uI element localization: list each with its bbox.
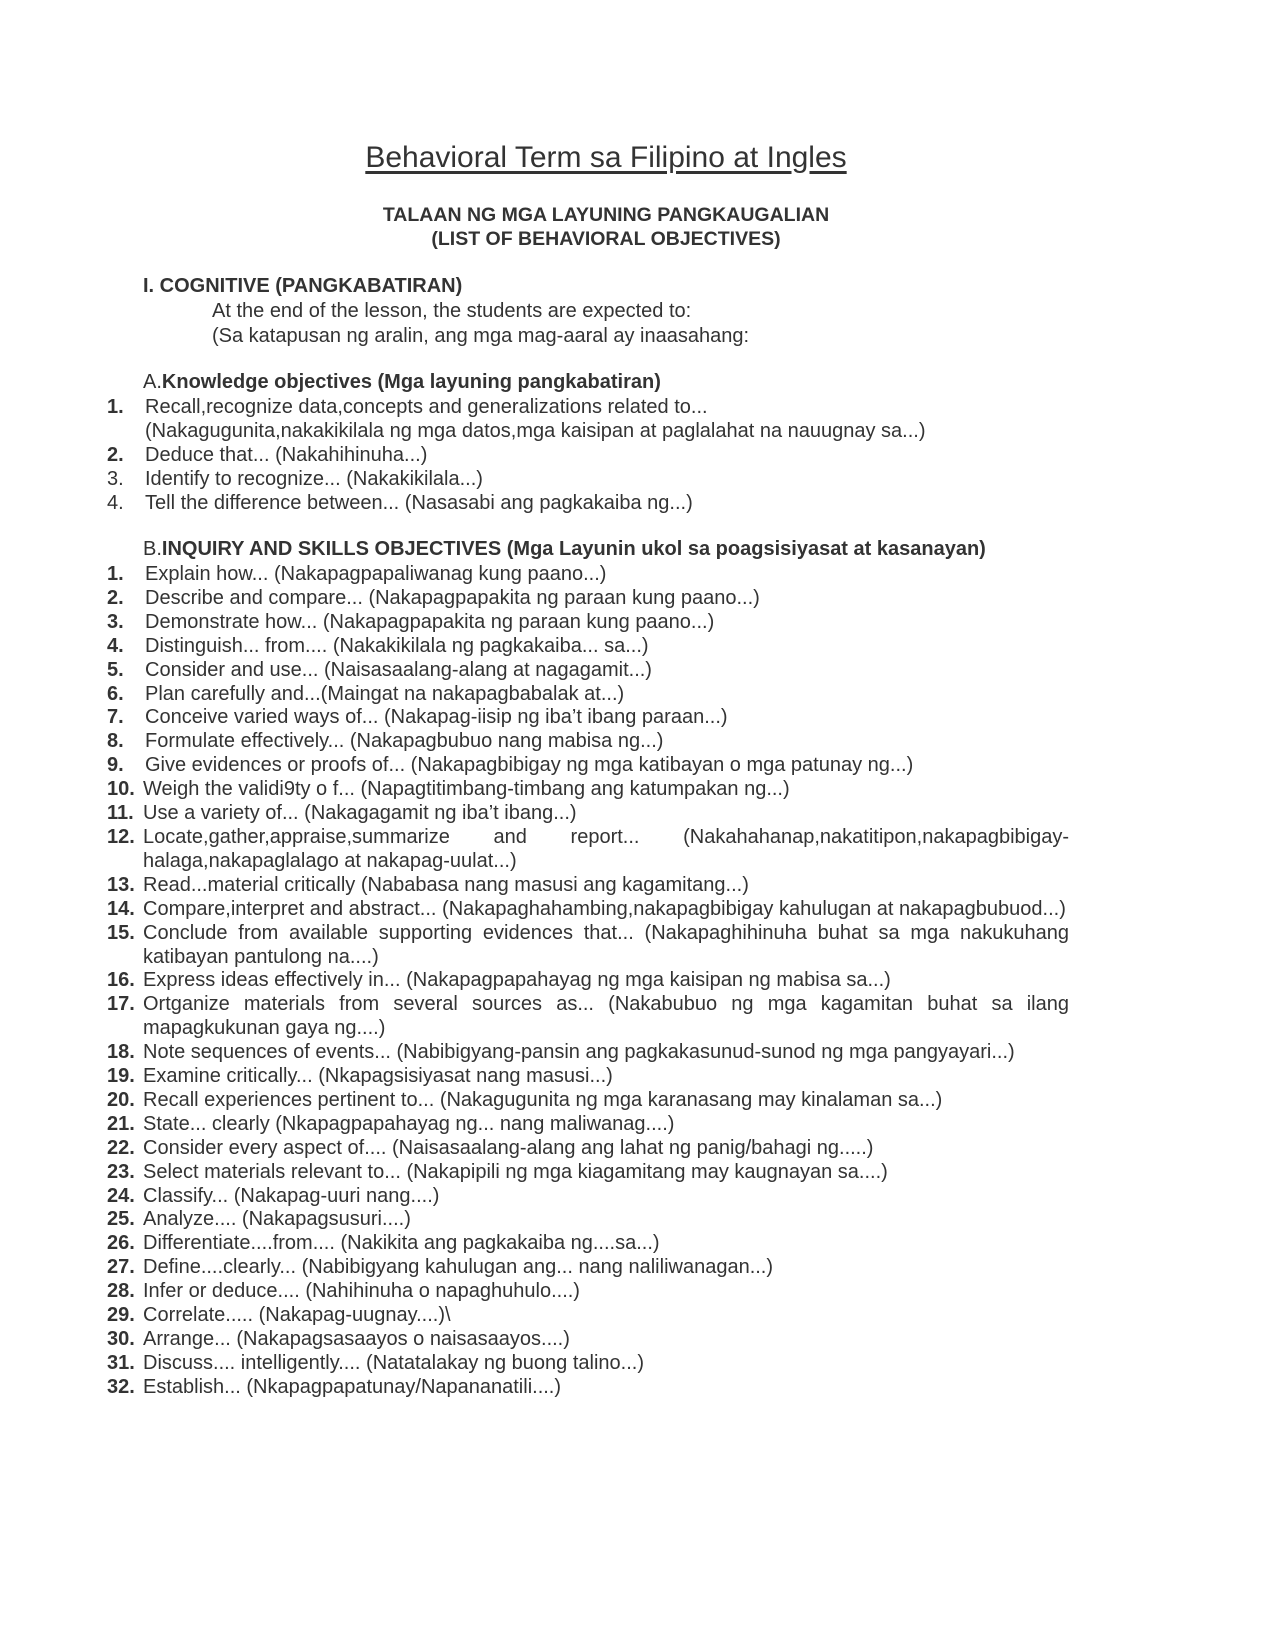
item-text: Consider and use... (Naisasaalang-alang at nagagamit...) [145,658,652,681]
subsection-heading-knowledge [143,371,661,394]
item-number: 5. [107,658,124,681]
list-item [107,898,1069,922]
item-text: State... clearly (Nkapagpapahayag ng... nang maliwanag....) [143,1112,675,1135]
list-item [107,1041,1069,1065]
subtitle [0,203,1212,251]
list-item [107,563,1069,587]
item-text: Express ideas effectively in... (Nakapagpapahayag ng mga kaisipan ng mabisa sa...) [143,969,891,992]
item-number: 15. [107,921,135,944]
item-text: Plan carefully and...(Maingat na nakapagbabalak at...) [145,682,625,705]
item-number: 30. [107,1328,135,1350]
item-text: Demonstrate how... (Nakapagpapakita ng paraan kung paano...) [145,610,715,633]
list-item [107,1256,1069,1280]
item-text: Examine critically... (Nkapagsisiyasat nang masusi...) [143,1065,613,1088]
item-number: 2. [107,586,124,609]
item-text: Conclude from available supporting evidences that... (Nakapaghihinuha buhat sa mga nakukuhang katibayan pantulong na....) [143,921,1069,968]
list-item [107,659,1069,683]
item-text: Select materials relevant to... (Nakapipili ng mga kiagamitang may kaugnayan sa....) [143,1160,888,1183]
item-text: Weigh the validi9ty o f... (Napagtitimbang-timbang ang katumpakan ng...) [143,778,790,801]
item-text: Establish... (Nkapagpapatunay/Napananatili....) [143,1375,562,1398]
item-number: 4. [107,491,124,514]
item-text: Locate,gather,appraise,summarize and report... (Nakahahanap,nakatitipon,nakapagbibigay-halaga,nakapaglalago at nakapag-uulat...) [143,825,1069,872]
list-item [107,396,1069,444]
item-text: Identify to recognize... (Nakakikilala...) [145,467,483,490]
item-text: Recall experiences pertinent to... (Nakagugunita ng mga karanasang may kinalaman sa...) [143,1088,943,1111]
list-item [107,468,1069,492]
list-item [107,754,1069,778]
item-text: Arrange... (Nakapagsasaayos o naisasaayos....) [143,1328,570,1350]
item-number: 13. [107,873,135,896]
list-item [107,587,1069,611]
list-item [107,1328,1069,1352]
list-item [107,1232,1069,1256]
item-number: 2. [107,443,124,466]
item-number: 26. [107,1232,135,1255]
item-text: Conceive varied ways of... (Nakapag-iisip ng iba’t ibang paraan...) [145,706,728,729]
list-item [107,635,1069,659]
item-number: 31. [107,1351,135,1374]
list-item [107,683,1069,707]
item-number: 32. [107,1375,135,1398]
list-item [107,1113,1069,1137]
list-item [107,706,1069,730]
item-text: Tell the difference between... (Nasasabi ang pagkakaiba ng...) [145,491,693,514]
list-item [107,1089,1069,1113]
item-number: 23. [107,1160,135,1183]
item-number: 29. [107,1304,135,1327]
item-number: 28. [107,1280,135,1303]
item-text: Define....clearly... (Nabibigyang kahulugan ang... nang naliliwanagan...) [143,1256,774,1279]
list-item [107,922,1069,970]
list-item [107,1137,1069,1161]
item-number: 25. [107,1208,135,1231]
subtitle-line-2: (LIST OF BEHAVIORAL OBJECTIVES) [431,228,781,250]
item-text: Read...material critically (Nababasa nang masusi ang kagamitang...) [143,873,749,896]
item-number: 24. [107,1184,135,1207]
item-text: Note sequences of events... (Nabibigyang-pansin ang pagkakasunud-sunod ng mga pangyayari...) [143,1041,1015,1064]
item-text: Give evidences or proofs of... (Nakapagbibigay ng mga katibayan o mga patunay ng...) [145,754,914,777]
list-item [107,993,1069,1041]
item-number: 6. [107,682,124,705]
subsection-prefix: A. [143,371,162,393]
subsection-title: INQUIRY AND SKILLS OBJECTIVES (Mga Layunin ukol sa poagsisiyasat at kasanayan) [161,538,986,560]
list-item [107,1304,1069,1328]
intro-english: At the end of the lesson, the students are expected to: [212,300,692,322]
item-number: 18. [107,1041,135,1064]
intro-filipino: (Sa katapusan ng aralin, ang mga mag-aaral ay inaasahang: [212,324,750,347]
list-item [107,778,1069,802]
knowledge-objectives-list [107,396,1069,516]
item-text: Correlate..... (Nakapag-uugnay....)\ [143,1304,451,1327]
item-text: Use a variety of... (Nakagagamit ng iba’t ibang...) [143,802,577,825]
list-item [107,1161,1069,1185]
item-text: Differentiate....from.... (Nakikita ang pagkakaiba ng....sa...) [143,1232,660,1255]
item-number: 27. [107,1256,135,1279]
item-number: 19. [107,1065,135,1088]
list-item [107,611,1069,635]
list-item [107,1065,1069,1089]
list-item [107,1352,1069,1376]
item-text: Analyze.... (Nakapagsusuri....) [143,1208,411,1231]
item-number: 3. [107,467,124,490]
item-number: 8. [107,730,124,753]
item-text: Explain how... (Nakapagpapaliwanag kung paano...) [145,563,607,585]
item-number: 10. [107,778,135,801]
item-number: 11. [107,802,134,825]
item-text: Infer or deduce.... (Nahihinuha o napaghuhulo....) [143,1280,580,1303]
item-text: Formulate effectively... (Nakapagbubuo nang mabisa ng...) [145,730,664,753]
list-item [107,1280,1069,1304]
item-number: 9. [107,754,124,777]
list-item [107,826,1069,874]
item-text: Compare,interpret and abstract... (Nakapaghahambing,nakapagbibigay kahulugan at nakapagbubuod...) [143,897,1066,920]
item-text: Deduce that... (Nakahihinuha...) [145,443,428,466]
item-text: Distinguish... from.... (Nakakikilala ng pagkakaiba... sa...) [145,634,649,657]
item-number: 21. [107,1112,135,1135]
item-text: Ortganize materials from several sources as... (Nakabubuo ng mga kagamitan buhat sa ilang mapagkukunan gaya ng....) [143,993,1069,1040]
subsection-title: Knowledge objectives (Mga layuning pangkabatiran) [161,371,661,393]
item-number: 4. [107,634,124,657]
item-number: 3. [107,610,124,633]
item-number: 17. [107,993,135,1016]
inquiry-skills-objectives-list [107,563,1069,1400]
subsection-heading-inquiry [143,538,986,561]
item-number: 1. [107,563,124,585]
subtitle-line-1: TALAAN NG MGA LAYUNING PANGKAUGALIAN [382,204,830,226]
list-item [107,1185,1069,1209]
section-intro [212,299,749,348]
item-number: 20. [107,1088,135,1111]
item-number: 1. [107,396,124,418]
item-number: 14. [107,897,135,920]
page-title: Behavioral Term sa Filipino at Ingles [365,141,847,174]
list-item [107,1376,1069,1400]
list-item [107,969,1069,993]
item-number: 16. [107,969,135,992]
list-item [107,1208,1069,1232]
item-text: Describe and compare... (Nakapagpapakita ng paraan kung paano...) [145,586,760,609]
list-item [107,492,1069,516]
list-item [107,874,1069,898]
item-number: 7. [107,706,124,729]
section-heading-cognitive: I. COGNITIVE (PANGKABATIRAN) [143,275,463,297]
list-item [107,444,1069,468]
subsection-prefix: B. [143,538,162,560]
item-number: 22. [107,1136,135,1159]
list-item [107,730,1069,754]
item-number: 12. [107,825,135,848]
item-text: Discuss.... intelligently.... (Natatalakay ng buong talino...) [143,1351,644,1374]
list-item [107,802,1069,826]
item-text: Classify... (Nakapag-uuri nang....) [143,1184,440,1207]
item-text: Consider every aspect of.... (Naisasaalang-alang ang lahat ng panig/bahagi ng.....) [143,1136,874,1159]
item-text: Recall,recognize data,concepts and generalizations related to... (Nakagugunita,nakakikilala ng mga datos,mga kaisipan at paglalahat na nauugnay sa...) [145,396,926,442]
